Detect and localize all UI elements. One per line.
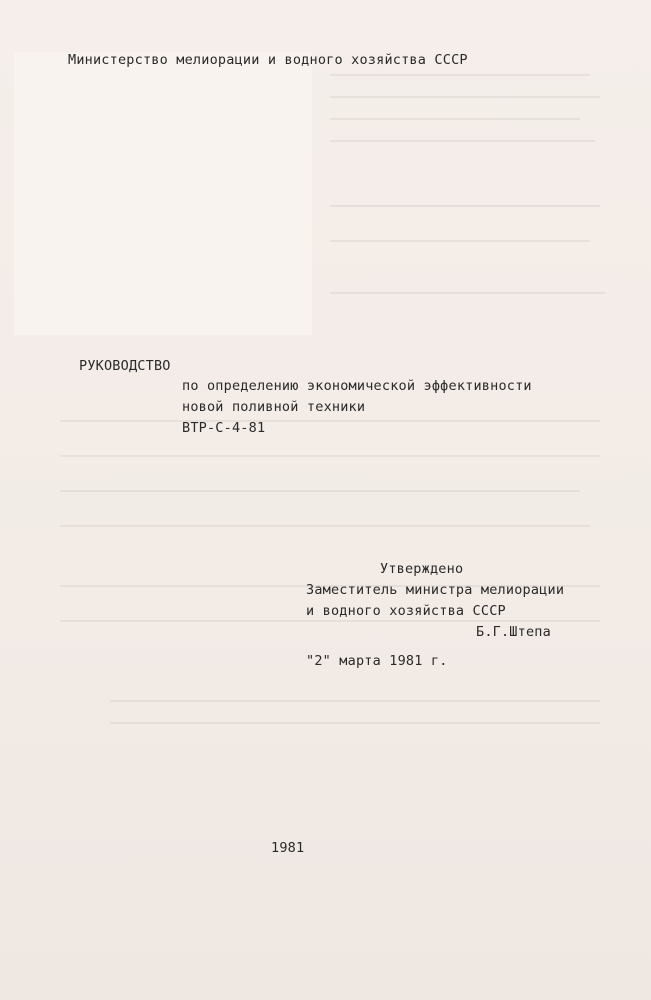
bleed-through-line — [60, 420, 600, 422]
title-line-2: новой поливной техники — [182, 399, 366, 415]
approver-position-line-1: Заместитель министра мелиорации — [306, 582, 565, 598]
bleed-through-line — [330, 292, 605, 294]
bleed-through-line — [330, 140, 595, 142]
bleed-through-line — [110, 722, 600, 724]
approver-position-line-2: и водного хозяйства СССР — [306, 603, 506, 619]
bleed-through-line — [330, 74, 590, 76]
bleed-through-line — [110, 700, 600, 702]
bleed-through-line — [330, 118, 580, 120]
bleed-through-line — [330, 205, 600, 207]
approver-signature-name: Б.Г.Штепа — [476, 624, 551, 640]
paper-patch — [14, 52, 312, 335]
bleed-through-line — [60, 490, 580, 492]
ministry-header: Министерство мелиорации и водного хозяйства СССР — [68, 52, 468, 68]
publication-year: 1981 — [271, 840, 305, 856]
bleed-through-line — [60, 620, 600, 622]
document-type: РУКОВОДСТВО — [79, 358, 171, 374]
bleed-through-line — [60, 525, 590, 527]
approval-heading: Утверждено — [380, 561, 464, 577]
bleed-through-line — [330, 96, 600, 98]
bleed-through-line — [60, 455, 600, 457]
bleed-through-line — [330, 240, 590, 242]
approval-date: "2" марта 1981 г. — [306, 653, 448, 669]
title-line-1: по определению экономической эффективности — [182, 378, 532, 394]
document-code: ВТР-С-4-81 — [182, 420, 266, 436]
